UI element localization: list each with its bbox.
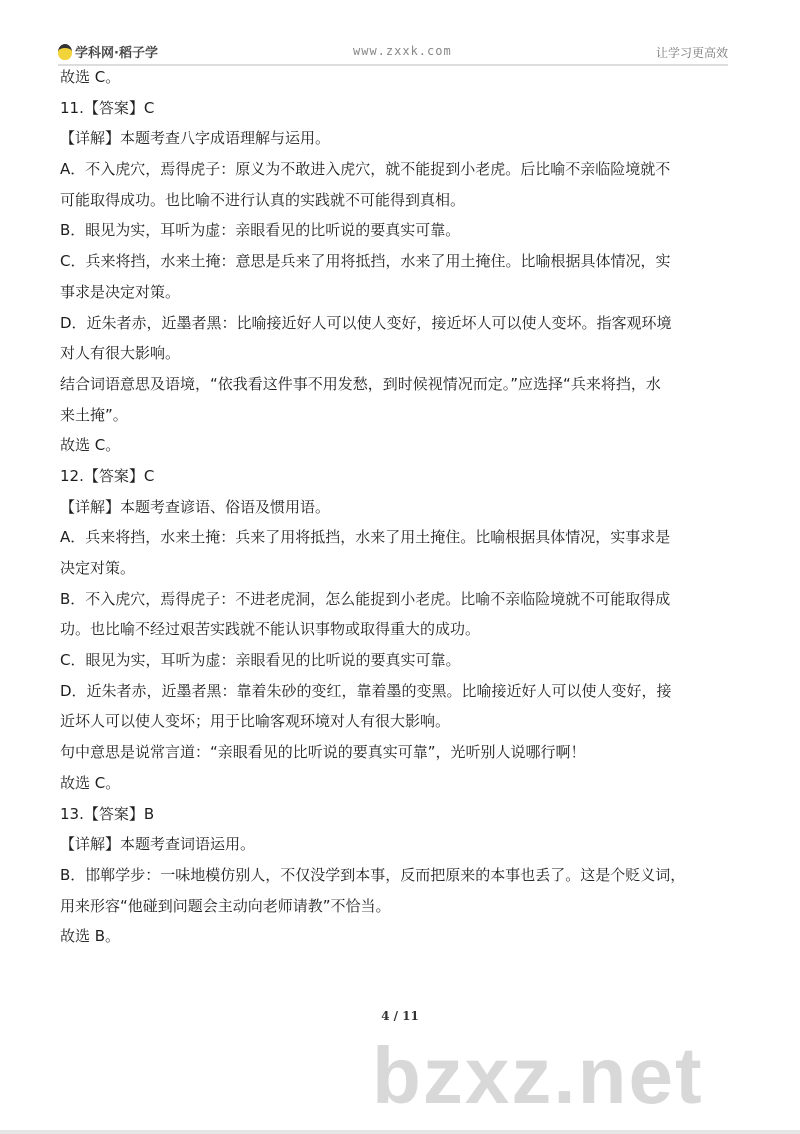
text-line: 功。也比喻不经过艰苦实践就不能认识事物或取得重大的成功。 <box>60 620 481 639</box>
text-line: C．眼见为实，耳听为虚：亲眼看见的比听说的要真实可靠。 <box>60 651 461 670</box>
text-line: 用来形容“他碰到问题会主动向老师请教”不恰当。 <box>60 896 391 915</box>
page-number: 4 / 11 <box>381 1009 419 1023</box>
text-line: 决定对策。 <box>60 559 136 577</box>
text-line: 故选 B。 <box>60 927 121 946</box>
document-body <box>60 62 740 952</box>
text-line: 来土掩”。 <box>60 405 128 424</box>
text-line: D．近朱者赤，近墨者黑：靠着朱砂的变红，靠着墨的变黑。比喻接近好人可以使人变好，接 <box>60 681 672 700</box>
text-line: B．眼见为实，耳听为虚：亲眼看见的比听说的要真实可靠。 <box>60 221 461 240</box>
page-edge <box>0 1130 800 1134</box>
text-line: 【详解】本题考查谚语、俗语及惯用语。 <box>60 497 331 516</box>
logo <box>58 42 158 61</box>
text-line: 13.【答案】B <box>60 804 155 823</box>
text-line: 故选 C。 <box>60 773 121 792</box>
text-line: 【详解】本题考查八字成语理解与运用。 <box>60 129 331 148</box>
logo-text: 学科网·稻子学 <box>75 46 158 61</box>
text-line: A．兵来将挡，水来土掩：兵来了用将抵挡，水来了用土掩住。比喻根据具体情况，实事求是 <box>60 528 671 547</box>
watermark: bzxz.net <box>372 1031 704 1120</box>
site-url: www.zxxk.com <box>353 44 452 58</box>
text-line: 11.【答案】C <box>60 98 155 117</box>
text-line: B．不入虎穴，焉得虎子：不进老虎洞，怎么能捉到小老虎。比喻不亲临险境就不可能取得成 <box>60 589 671 608</box>
text-line: A．不入虎穴，焉得虎子：原义为不敢进入虎穴，就不能捉到小老虎。后比喻不亲临险境就不 <box>60 160 671 179</box>
text-line: 结合词语意思及语境，“依我看这件事不用发愁，到时候视情况而定。”应选择“兵来将挡，水 <box>60 374 661 393</box>
text-line: B．邯郸学步：一味地模仿别人，不仅没学到本事，反而把原来的本事也丢了。这是个贬义词， <box>60 865 686 884</box>
text-line: 【详解】本题考查词语运用。 <box>60 835 256 854</box>
header-slogan: 让学习更高效 <box>655 46 728 60</box>
text-line: 故选 C。 <box>60 436 121 455</box>
text-line: 12.【答案】C <box>60 466 155 485</box>
logo-icon <box>58 44 72 60</box>
text-line: 事求是决定对策。 <box>60 282 181 301</box>
text-line: C．兵来将挡，水来土掩：意思是兵来了用将抵挡，水来了用土掩住。比喻根据具体情况，实 <box>60 252 671 271</box>
text-line: 可能取得成功。也比喻不进行认真的实践就不可能得到真相。 <box>60 190 466 209</box>
text-line: D．近朱者赤，近墨者黑：比喻接近好人可以使人变好，接近坏人可以使人变坏。指客观环境 <box>60 313 672 332</box>
text-line: 对人有很大影响。 <box>60 344 181 363</box>
text-line: 句中意思是说常言道：“亲眼看见的比听说的要真实可靠”，光听别人说哪行啊！ <box>60 743 586 762</box>
text-line: 近坏人可以使人变坏；用于比喻客观环境对人有很大影响。 <box>60 712 451 731</box>
text-line: 故选 C。 <box>60 68 121 86</box>
